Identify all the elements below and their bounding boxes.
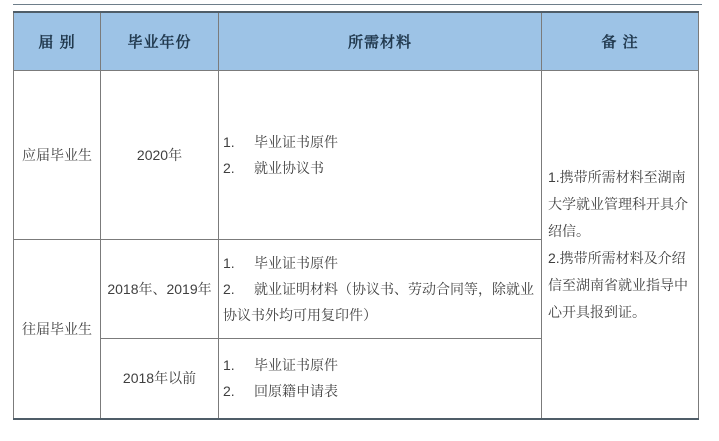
list-number: 2. [223, 159, 235, 176]
header-cell-class-type: 届 别 [14, 12, 101, 70]
header-cell-required-materials: 所需材料 [219, 12, 542, 70]
remark-note-2: 2.携带所需材料及介绍信至湖南省就业指导中心开具报到证。 [548, 250, 688, 321]
header-cell-graduation-year: 毕业年份 [101, 12, 219, 70]
top-rule-divider [13, 4, 702, 5]
list-number: 1. [223, 357, 235, 374]
graduation-materials-table [13, 11, 699, 420]
list-number: 1. [223, 254, 235, 271]
list-text: 毕业证书原件 [254, 133, 338, 150]
cell-year-2018-2019: 2018年、2019年 [101, 239, 219, 338]
cell-materials-before-2018 [219, 338, 542, 419]
cell-category-previous-graduates: 往届毕业生 [14, 239, 101, 419]
list-number: 2. [223, 383, 235, 400]
cell-materials-2018-2019 [219, 239, 542, 338]
material-item [223, 276, 537, 328]
table-row-current-graduates [14, 70, 699, 239]
cell-materials-2020 [219, 70, 542, 239]
list-text: 就业证明材料（协议书、劳动合同等，除就业协议书外均可用复印件） [223, 280, 534, 323]
list-text: 回原籍申请表 [254, 383, 338, 400]
list-number: 2. [223, 280, 235, 297]
list-text: 就业协议书 [254, 159, 324, 176]
header-cell-remarks: 备 注 [542, 12, 699, 70]
material-item [223, 352, 537, 378]
cell-year-2020: 2020年 [101, 70, 219, 239]
list-text: 毕业证书原件 [254, 254, 338, 271]
material-item [223, 129, 537, 155]
material-item [223, 378, 537, 404]
cell-category-current-graduates: 应届毕业生 [14, 70, 101, 239]
material-item [223, 155, 537, 181]
cell-year-before-2018: 2018年以前 [101, 338, 219, 419]
material-item [223, 250, 537, 276]
remark-note-1: 1.携带所需材料至湖南大学就业管理科开具介绍信。 [548, 169, 688, 240]
header-row [14, 12, 699, 70]
list-number: 1. [223, 133, 235, 150]
cell-remarks [542, 70, 699, 419]
list-text: 毕业证书原件 [254, 357, 338, 374]
